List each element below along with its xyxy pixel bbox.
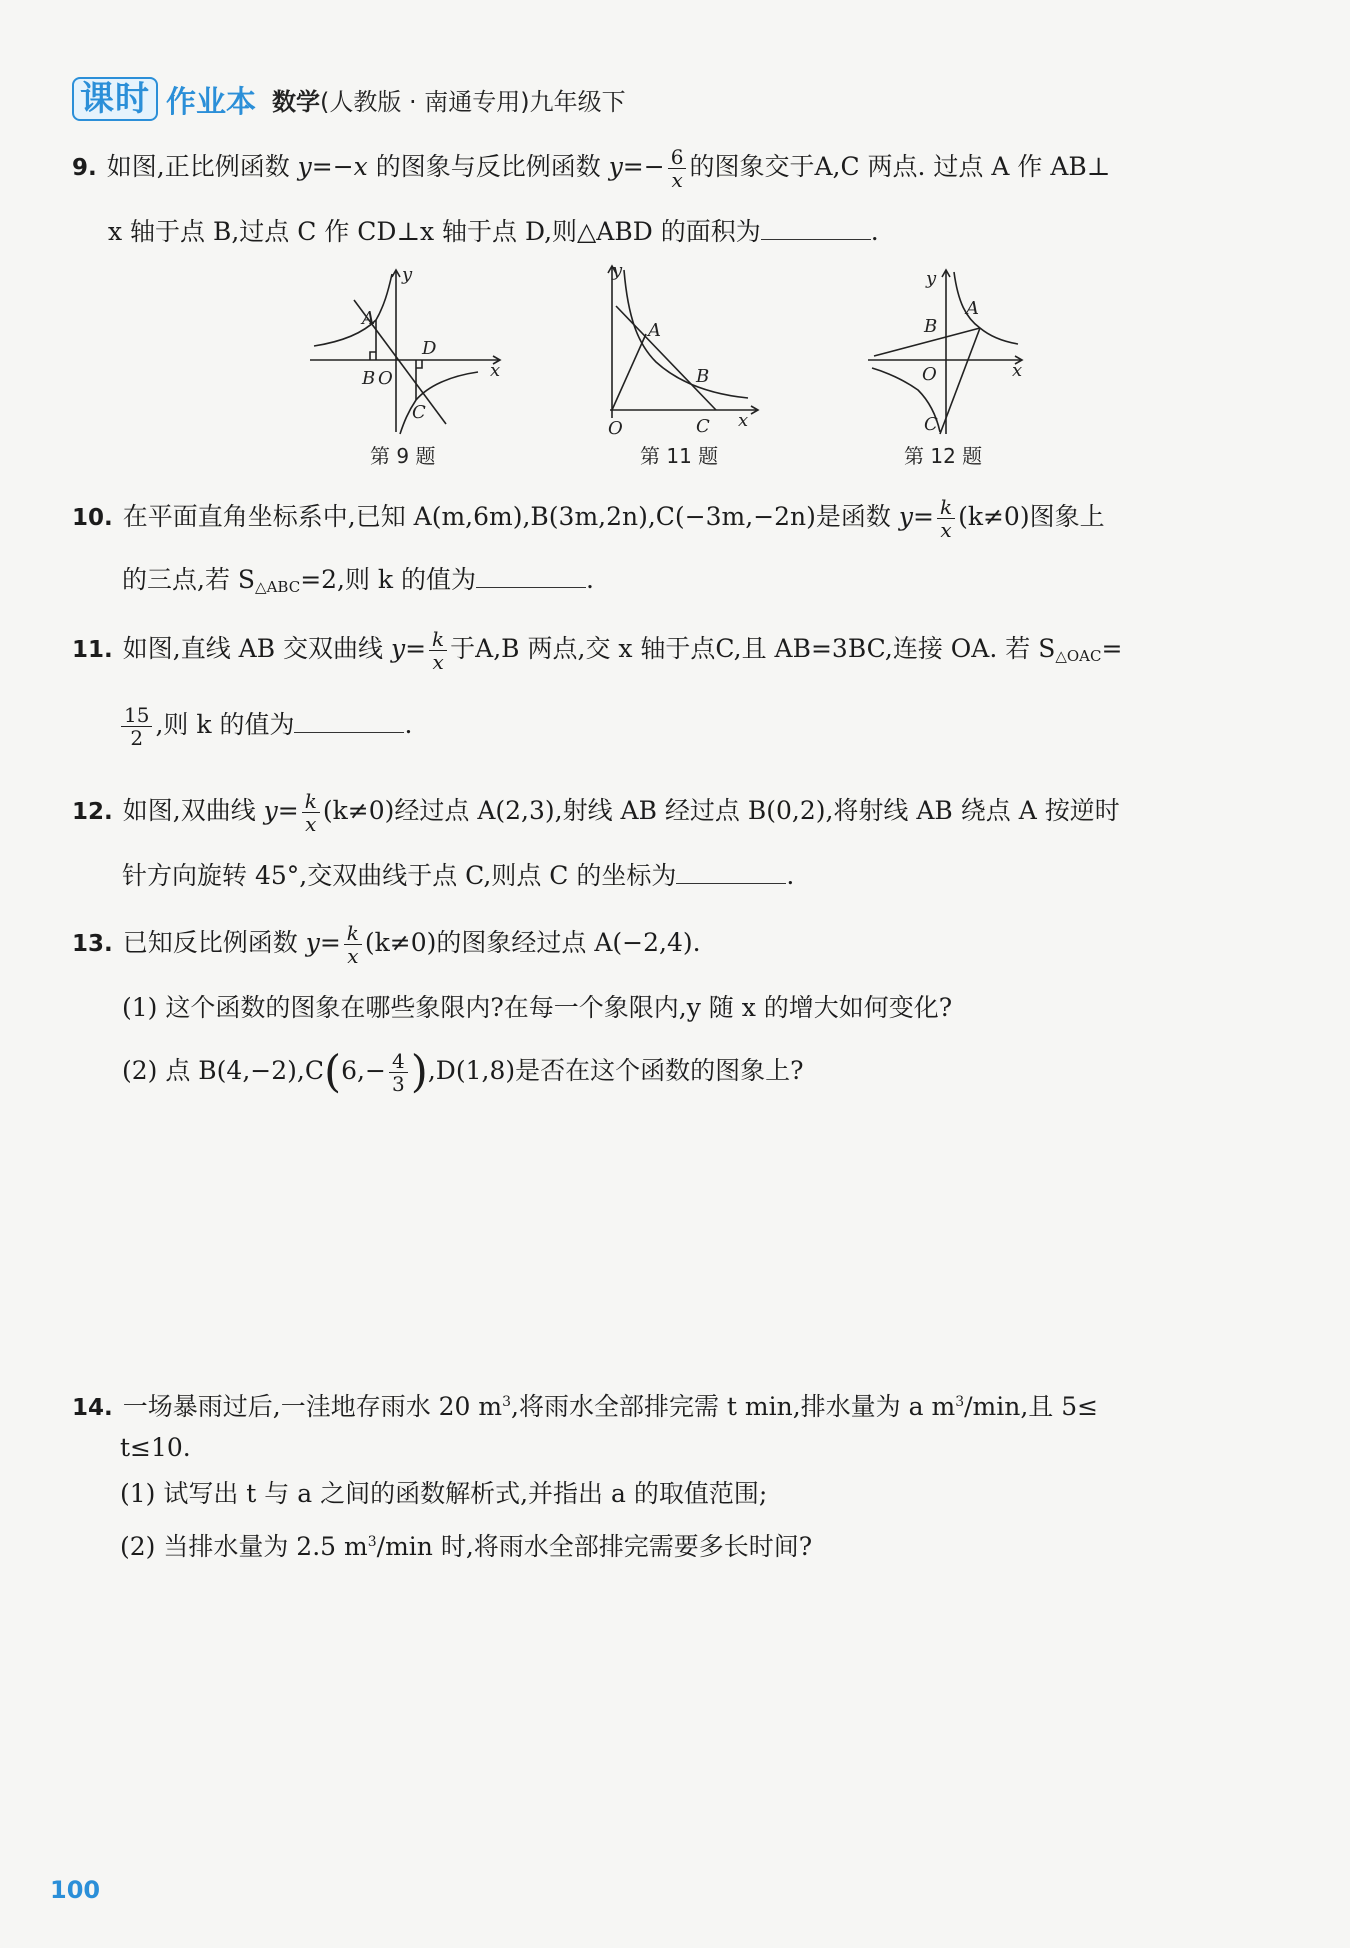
question-14-part-2: (2) 当排水量为 2.5 $m^3/\min$ 时,将雨水全部排完需要多长时间? (120, 1532, 813, 1561)
question-13-part-2: (2) 点 B(4,−2),C(6,− $\frac{4}{3}$ ),D(1,8)是否在这个函数的图象上? (122, 1046, 804, 1098)
svg-text:B: B (924, 316, 938, 337)
fraction: $\frac{6}{x}$ (668, 146, 687, 191)
svg-text:x: x (738, 410, 749, 431)
svg-text:O: O (922, 364, 937, 385)
fraction: $\frac{k}{x}$ (429, 628, 447, 673)
book-logo (72, 77, 256, 121)
svg-text:B: B (362, 368, 376, 389)
page-number: 100 (50, 1876, 101, 1904)
answer-blank[interactable] (676, 857, 786, 884)
svg-text:y: y (612, 260, 623, 281)
svg-text:C: C (924, 414, 938, 435)
svg-text:y: y (402, 264, 413, 285)
subject-line: 数学(人教版 · 南通专用)九年级下 (272, 87, 626, 116)
figure-11 (598, 258, 768, 438)
svg-text:A: A (966, 298, 979, 319)
fraction: $\frac{k}{x}$ (302, 790, 320, 835)
question-13-line-1: 13. 已知反比例函数 y= $\frac{k}{x}$ (k≠0)的图象经过点 A(−2,4). (72, 921, 701, 968)
svg-text:D: D (422, 338, 437, 359)
question-12-line-1: 12. 如图,双曲线 y= $\frac{k}{x}$ (k≠0)经过点 A(2,3),射线 AB 经过点 B(0,2),将射线 AB 绕点 A 按逆时 (72, 789, 1120, 836)
fraction: $\frac{15}{2}$ (121, 704, 152, 749)
figure-12 (862, 262, 1032, 438)
svg-text:x: x (490, 360, 501, 381)
figure-9-caption: 第 9 题 (370, 444, 436, 468)
answer-blank[interactable] (294, 706, 404, 733)
page-header (72, 76, 626, 122)
question-14-part-1: (1) 试写出 t 与 a 之间的函数解析式,并指出 a 的取值范围; (120, 1479, 768, 1508)
svg-text:B: B (696, 366, 710, 387)
answer-blank[interactable] (761, 213, 871, 240)
fraction: $\frac{k}{x}$ (937, 496, 955, 541)
figure-12-caption: 第 12 题 (904, 444, 983, 468)
question-10-line-1: 10. 在平面直角坐标系中,已知 A(m,6m),B(3m,2n),C(−3m,−2n)是函数 y= $\frac{k}{x}$ (k≠0)图象上 (72, 495, 1105, 542)
svg-text:C: C (412, 402, 426, 423)
figure-9 (300, 262, 510, 437)
fraction: $\frac{k}{x}$ (344, 922, 362, 967)
answer-blank[interactable] (476, 561, 586, 588)
svg-text:x: x (1012, 360, 1023, 381)
svg-text:A: A (362, 308, 375, 329)
question-9-line-2: x 轴于点 B,过点 C 作 CD⊥x 轴于点 D,则△ABD 的面积为 . (108, 212, 879, 252)
question-13-part-1: (1) 这个函数的图象在哪些象限内?在每一个象限内,y 随 x 的增大如何变化? (122, 993, 953, 1022)
fraction: $\frac{4}{3}$ (389, 1050, 408, 1095)
question-9-line-1: 9. 如图,正比例函数 y=−x 的图象与反比例函数 y=− $\frac{6}{x}$ 的图象交于A,C 两点. 过点 A 作 AB⊥ (72, 145, 1111, 192)
svg-text:O: O (608, 418, 623, 438)
question-10-line-2: 的三点,若 $S_{\triangle ABC}=2$,则 k 的值为 . (122, 560, 594, 607)
svg-text:y: y (926, 268, 937, 289)
svg-text:C: C (696, 416, 710, 437)
question-11-line-2: $\frac{15}{2}$ ,则 k 的值为 . (118, 704, 412, 749)
svg-text:A: A (648, 320, 661, 341)
logo-text: 课时 (72, 77, 158, 121)
question-14-line-2: t≤10. (120, 1433, 191, 1462)
series-name: 作业本 (166, 85, 256, 120)
question-12-line-2: 针方向旋转 45°,交双曲线于点 C,则点 C 的坐标为 . (122, 856, 794, 896)
svg-text:O: O (378, 368, 393, 389)
question-14-line-1: 14. 一场暴雨过后,一洼地存雨水 20 $m^3$,将雨水全部排完需 t min,排水量为 a $m^3/\min$,且 5≤ (72, 1392, 1099, 1421)
figure-11-caption: 第 11 题 (640, 444, 719, 468)
question-11-line-1: 11. 如图,直线 AB 交双曲线 y= $\frac{k}{x}$ 于A,B 两点,交 x 轴于点C,且 AB=3BC,连接 OA. 若 $S_{\triangle OAC}=$ (72, 627, 1123, 674)
